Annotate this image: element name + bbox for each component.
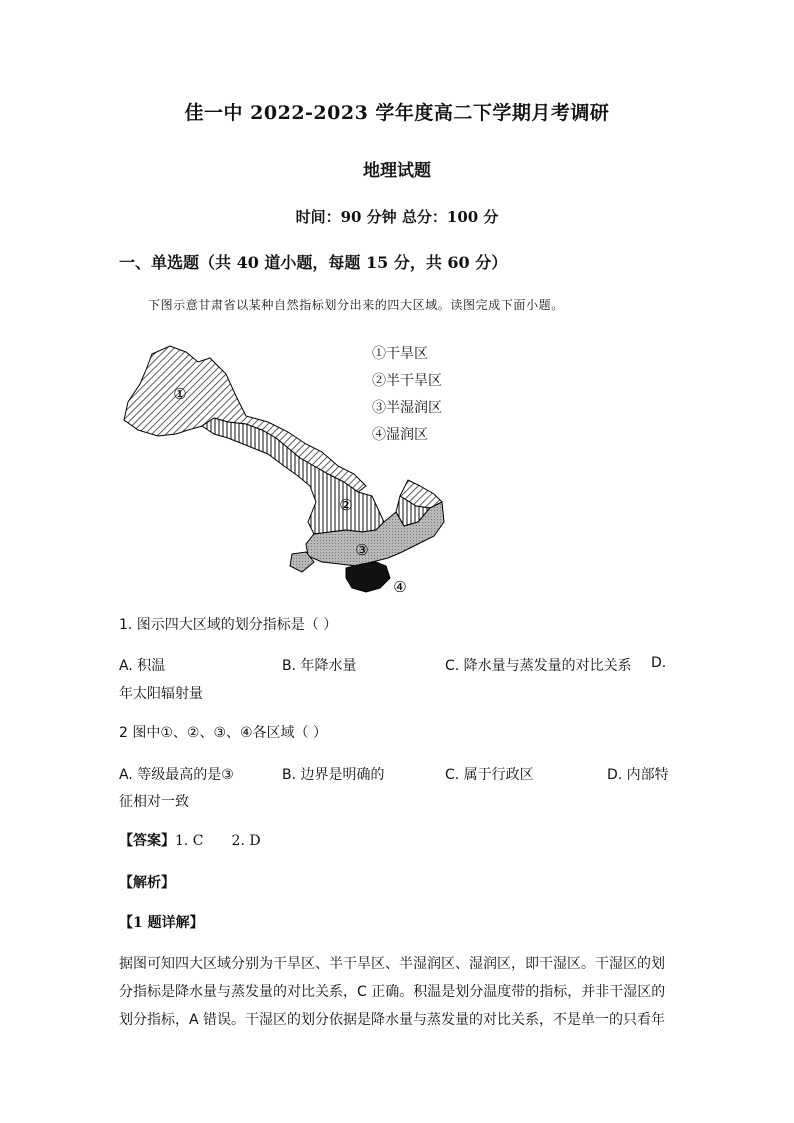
question-1-option-a: A. 积温 [119, 658, 166, 674]
legend-item-semi-humid: ③半湿润区 [372, 400, 442, 416]
figure-intro: 下图示意甘肃省以某种自然指标划分出来的四大区域。读图完成下面小题。 [148, 298, 564, 312]
legend-item-semi-arid: ②半干旱区 [372, 373, 442, 389]
exam-meta: 时间：90 分钟 总分：100 分 [295, 208, 499, 226]
section-heading: 一、单选题（共 40 道小题，每题 15 分，共 60 分） [119, 253, 508, 272]
question-2-option-d: D. 内部特 [607, 767, 669, 783]
map-label-semi-humid: ③ [355, 541, 369, 559]
document-title: 佳一中 2022-2023 学年度高二下学期月考调研 [184, 102, 610, 124]
question-2-option-a: A. 等级最高的是③ [119, 767, 234, 783]
question-2-option-c: C. 属于行政区 [445, 767, 534, 783]
answer-line [119, 830, 261, 850]
region-humid [346, 562, 390, 592]
answer-2: 2. D [231, 833, 261, 849]
analysis-line-2: 分指标是降水量与蒸发量的对比关系，C 正确。积温是划分温度带的指标，并非干湿区的 [119, 984, 666, 1000]
question-1-option-b: B. 年降水量 [282, 658, 357, 674]
map-label-arid: ① [173, 385, 187, 403]
analysis-line-1: 据图可知四大区域分别为干旱区、半干旱区、半湿润区、湿润区，即干湿区。干湿区的划 [119, 956, 665, 972]
map-label-semi-arid: ② [339, 496, 353, 514]
legend-item-humid: ④湿润区 [372, 427, 428, 443]
question-2-option-b: B. 边界是明确的 [282, 767, 385, 783]
question-1-stem: 1. 图示四大区域的划分指标是（ ） [119, 617, 338, 633]
answer-tag: 【答案】 [119, 833, 175, 849]
question-1-option-d-text: 年太阳辐射量 [119, 686, 203, 702]
subject-title: 地理试题 [363, 161, 431, 181]
region-arid [124, 346, 366, 492]
gansu-region-map [118, 326, 458, 598]
detail-tag: 【1 题详解】 [119, 915, 204, 931]
map-label-humid: ④ [393, 578, 407, 596]
question-2-option-d-text: 征相对一致 [119, 794, 189, 810]
answer-1: 1. C [175, 833, 204, 849]
legend-item-arid: ①干旱区 [372, 346, 428, 362]
analysis-tag: 【解析】 [119, 875, 175, 891]
question-2-stem: 2 图中①、②、③、④各区域（ ） [119, 725, 328, 741]
analysis-line-3: 划分指标，A 错误。干湿区的划分依据是降水量与蒸发量的对比关系，不是单一的只看年 [119, 1012, 666, 1028]
question-1-option-c: C. 降水量与蒸发量的对比关系 [445, 658, 632, 674]
question-1-option-d: D. [651, 655, 667, 671]
